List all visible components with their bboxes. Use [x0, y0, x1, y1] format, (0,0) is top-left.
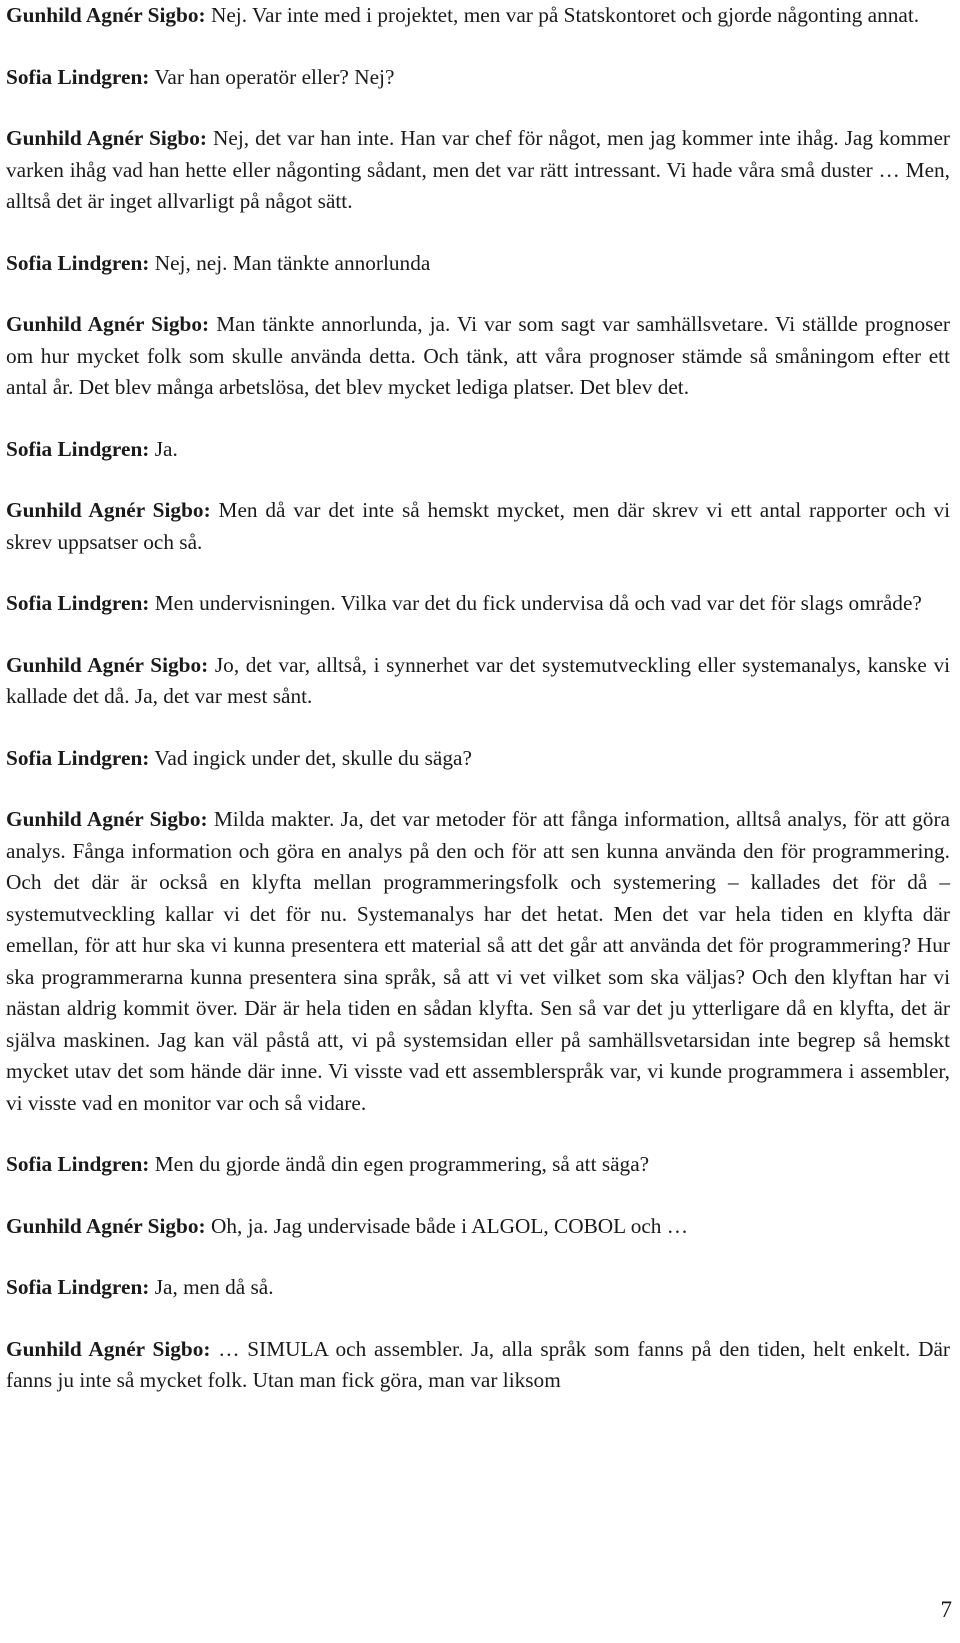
transcript-turn	[6, 123, 950, 218]
transcript-turn	[6, 0, 950, 32]
utterance-text: Ja, men då så.	[154, 1275, 274, 1299]
speaker-name: Sofia Lindgren:	[6, 64, 150, 89]
speaker-name: Gunhild Agnér Sigbo:	[6, 126, 207, 150]
utterance-text: Jo, det var, alltså, i synnerhet var det systemutveckling eller systemanalys, kanske vi kallade det då. Ja, det var mest sånt.	[6, 652, 951, 708]
speaker-name: Sofia Lindgren:	[6, 745, 150, 770]
utterance-text: Milda makter. Ja, det var metoder för att fånga information, alltså analys, för att göra analys. Fånga information och göra en analys på den och för att sen kunna använda den för programmering. Och det där är också en klyfta mellan programmeringsfolk och systemering – kallades det för då – systemutveckling kallar vi det för nu. Systemanalys har det hetat. Men det var hela tiden en klyfta där emellan, för att hur ska vi kunna presentera ett material så att det går att använda det för programmering? Hur ska programmerarna kunna presentera sina språk, så att vi vet vilket som ska väljas? Och den klyftan har vi nästan aldrig kommit över. Där är hela tiden en sådan klyfta. Sen så var det ju ytterligare då en klyfta, det är själva maskinen. Jag kan väl påstå att, vi på systemsidan eller på samhällsvetarsidan inte begrep så hemskt mycket utav det som hände där inne. Vi visste vad ett assemblerspråk var, vi kunde programmera i assembler, vi visste vad en monitor var och så vidare.	[6, 807, 950, 1115]
transcript-turn	[6, 743, 950, 775]
speaker-name: Sofia Lindgren:	[6, 1275, 150, 1299]
utterance-text: Men undervisningen. Vilka var det du fick undervisa då och vad var det för slags område?	[154, 591, 922, 615]
speaker-name: Gunhild Agnér Sigbo:	[6, 807, 208, 831]
utterance-text: Nej. Var inte med i projektet, men var på Statskontoret och gjorde någonting annat.	[210, 3, 920, 27]
utterance-text: Nej, det var han inte. Han var chef för något, men jag kommer inte ihåg. Jag kommer varken ihåg vad han hette eller någonting sådant, men det var rätt intressant. Vi hade våra små duster … Men, alltså det är inget allvarligt på något sätt.	[6, 126, 951, 213]
speaker-name: Gunhild Agnér Sigbo:	[6, 1213, 206, 1238]
speaker-name: Gunhild Agnér Sigbo:	[6, 3, 206, 27]
transcript-turn	[6, 650, 950, 713]
transcript-turn	[6, 248, 950, 280]
transcript-turn	[6, 1334, 950, 1397]
transcript-turn	[6, 309, 950, 404]
transcript-turn	[6, 62, 950, 94]
utterance-text: Men du gjorde ändå din egen programmering, så att säga?	[154, 1152, 650, 1176]
speaker-name: Gunhild Agnér Sigbo:	[6, 652, 209, 677]
transcript-turn	[6, 804, 950, 1119]
speaker-name: Sofia Lindgren:	[6, 1152, 150, 1176]
transcript-turn	[6, 1149, 950, 1181]
speaker-name: Gunhild Agnér Sigbo:	[6, 498, 211, 522]
transcript-turn	[6, 1211, 950, 1243]
transcript-turn	[6, 434, 950, 466]
speaker-name: Sofia Lindgren:	[6, 250, 150, 275]
page-number: 7	[940, 1597, 952, 1622]
utterance-text: Men då var det inte så hemskt mycket, men där skrev vi ett antal rapporter och vi skrev uppsatser och så.	[6, 498, 951, 554]
utterance-text: Ja.	[154, 436, 178, 461]
transcript-turn	[6, 495, 950, 558]
speaker-name: Gunhild Agnér Sigbo:	[6, 312, 210, 336]
utterance-text: Nej, nej. Man tänkte annorlunda	[154, 250, 431, 275]
utterance-text: Var han operatör eller? Nej?	[154, 64, 395, 89]
speaker-name: Sofia Lindgren:	[6, 591, 150, 615]
speaker-name: Sofia Lindgren:	[6, 436, 150, 461]
transcript-turn	[6, 588, 950, 620]
transcript-turn	[6, 1272, 950, 1304]
utterance-text: Vad ingick under det, skulle du säga?	[154, 745, 472, 770]
speaker-name: Gunhild Agnér Sigbo:	[6, 1336, 211, 1361]
utterance-text: Oh, ja. Jag undervisade både i ALGOL, COBOL och …	[210, 1213, 689, 1238]
utterance-text: … SIMULA och assembler. Ja, alla språk som fanns på den tiden, helt enkelt. Där fanns ju inte så mycket folk. Utan man fick göra, man var liksom	[6, 1336, 951, 1392]
transcript-page	[6, 0, 950, 1427]
utterance-text: Man tänkte annorlunda, ja. Vi var som sagt var samhällsvetare. Vi ställde prognoser om hur mycket folk som skulle använda detta. Och tänk, att våra prognoser stämde så småningom efter ett antal år. Det blev många arbetslösa, det blev mycket lediga platser. Det blev det.	[6, 312, 951, 399]
